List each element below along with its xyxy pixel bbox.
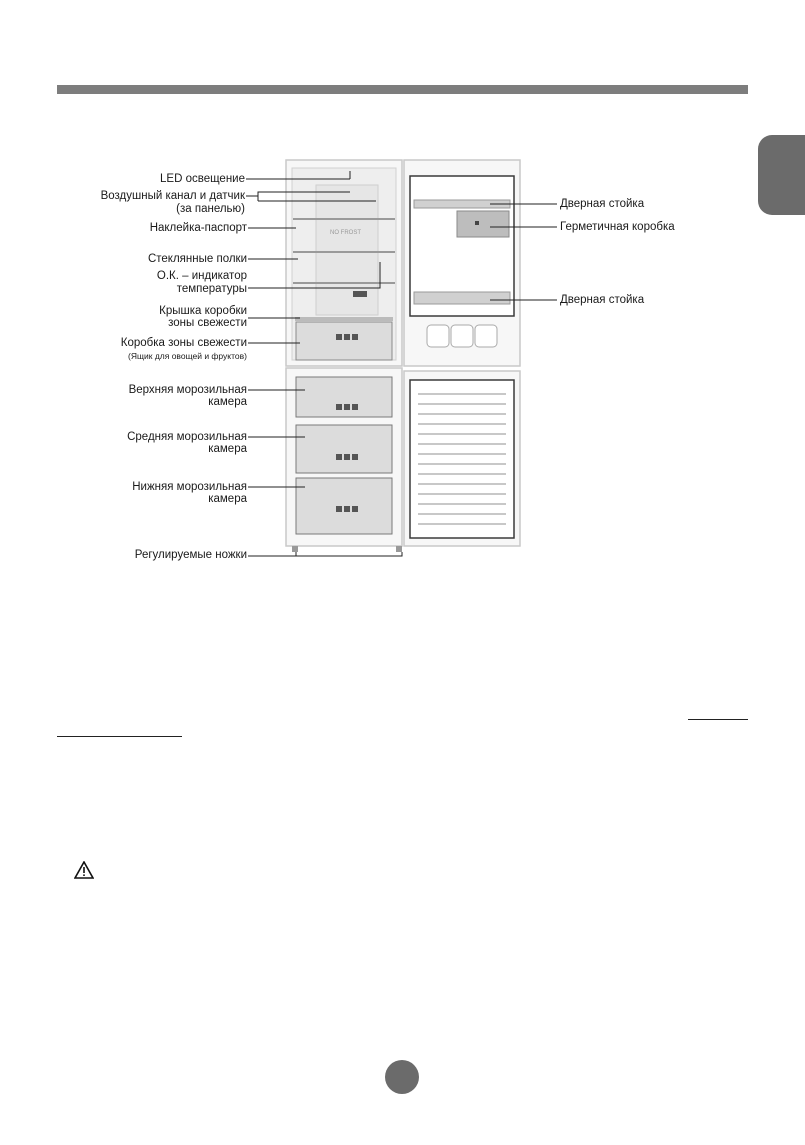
label-ok-indicator-2: температуры [176, 283, 247, 295]
label-crisper-box: Коробка зоны свежести [120, 337, 247, 349]
air-channel-panel [316, 185, 378, 315]
label-passport: Наклейка-паспорт [149, 222, 247, 234]
underline-rule [57, 736, 182, 737]
label-sealed-box: Герметичная коробка [560, 221, 675, 233]
label-crisper-lid: Крышка коробки [159, 305, 247, 317]
label-crisper-lid-2: зоны свежести [168, 317, 247, 329]
warning-icon [74, 861, 94, 879]
label-glass-shelves: Стеклянные полки [147, 253, 247, 265]
label-upper-freezer: Верхняя морозильная [128, 384, 247, 396]
label-lower-freezer: Нижняя морозильная [132, 481, 247, 493]
freezer-drawer-middle [296, 425, 392, 473]
page-number-badge [385, 1060, 419, 1094]
label-adjustable-feet: Регулируемые ножки [134, 549, 247, 561]
label-middle-freezer: Средняя морозильная [127, 431, 247, 443]
temperature-indicator [353, 291, 367, 297]
adjustable-foot [292, 546, 298, 552]
freezer-drawer-upper [296, 377, 392, 417]
label-crisper-box-note: (Ящик для овощей и фруктов) [128, 351, 247, 361]
label-door-rack-top: Дверная стойка [560, 198, 645, 210]
underline-rule [688, 719, 748, 720]
label-led-lighting: LED освещение [160, 173, 245, 185]
sealed-box [457, 211, 509, 237]
label-lower-freezer-2: камера [208, 493, 247, 505]
label-air-channel: Воздушный канал и датчик [100, 190, 245, 202]
label-air-channel-note: (за панелью) [176, 203, 245, 215]
no-frost-text: NO FROST [330, 230, 361, 236]
label-door-rack-bottom: Дверная стойка [560, 294, 645, 306]
label-upper-freezer-2: камера [208, 396, 247, 408]
crisper-box [296, 322, 392, 360]
adjustable-foot [396, 546, 402, 552]
door-rack-bottom [414, 292, 510, 304]
label-middle-freezer-2: камера [208, 443, 247, 455]
crisper-lid [295, 317, 393, 321]
label-ok-indicator: О.К. – индикатор [156, 270, 247, 282]
